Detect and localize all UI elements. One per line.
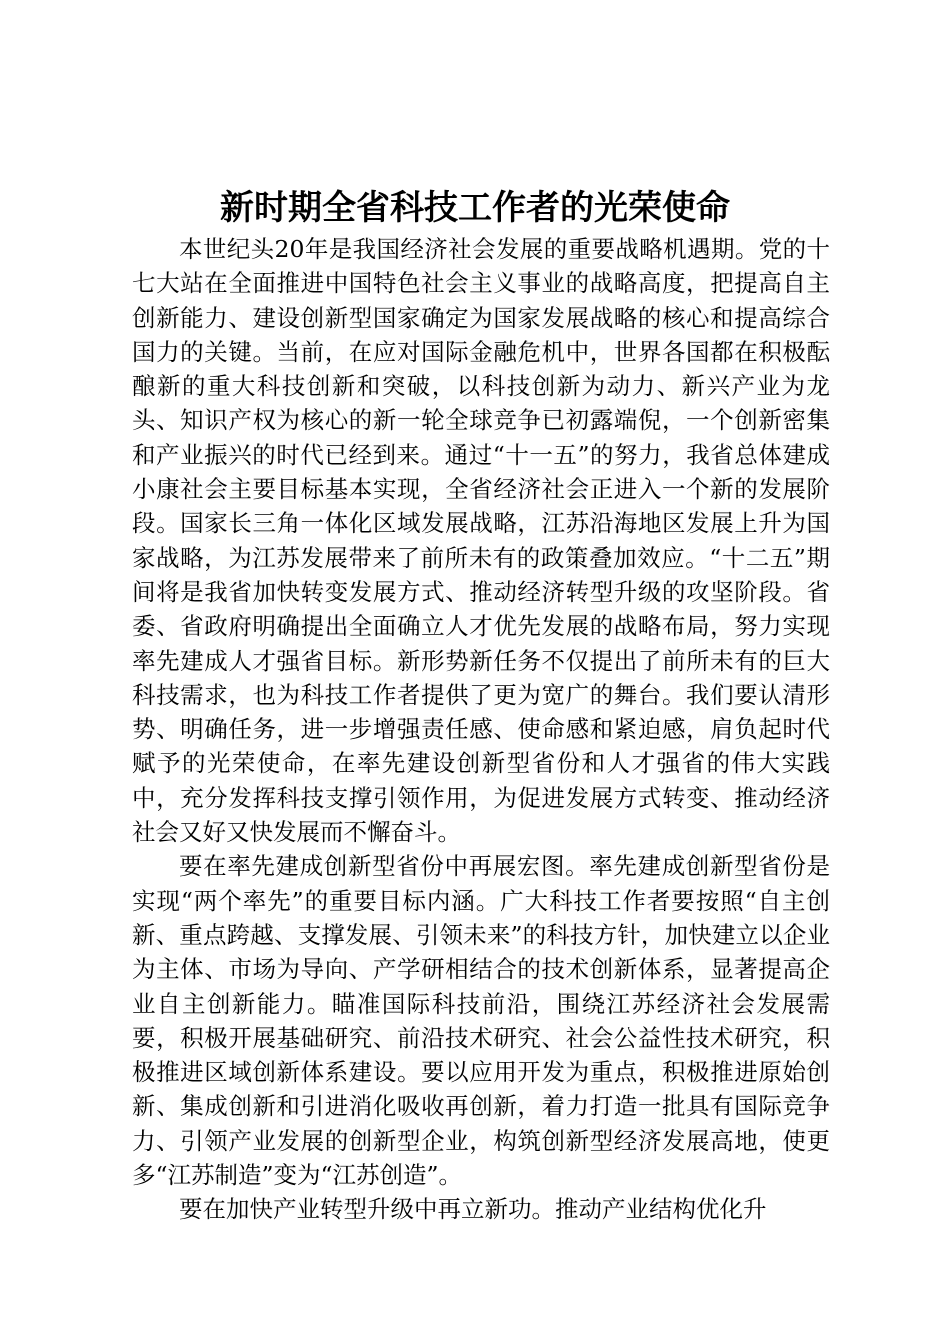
paragraph-2: 要在率先建成创新型省份中再展宏图。率先建成创新型省份是实现“两个率先”的重要目标内涵。广大科技工作者要按照“自主创新、重点跨越、支撑发展、引领未来”的科技方针，加快建立以企业为主体、市场为导向、产学研相结合的技术创新体系，显著提高企业自主创新能力。瞄准国际科技前沿，围绕江苏经济社会发展需要，积极开展基础研究、前沿技术研究、社会公益性技术研究，积极推进区域创新体系建设。要以应用开发为重点，积极推进原始创新、集成创新和引进消化吸收再创新，着力打造一批具有国际竞争力、引领产业发展的创新型企业，构筑创新型经济发展高地，使更多“江苏制造”变为“江苏创造”。	[132, 852, 830, 1190]
paragraph-3: 要在加快产业转型升级中再立新功。推动产业结构优化升	[179, 1195, 767, 1224]
document-body	[132, 232, 830, 1227]
document-title: 新时期全省科技工作者的光荣使命	[220, 188, 730, 228]
paragraph-1: 本世纪头20年是我国经济社会发展的重要战略机遇期。党的十七大站在全面推进中国特色社会主义事业的战略高度，把提高自主创新能力、建设创新型国家确定为国家发展战略的核心和提高综合国力的关键。当前，在应对国际金融危机中，世界各国都在积极酝酿新的重大科技创新和突破，以科技创新为动力、新兴产业为龙头、知识产权为核心的新一轮全球竞争已初露端倪，一个创新密集和产业振兴的时代已经到来。通过“十一五”的努力，我省总体建成小康社会主要目标基本实现，全省经济社会正进入一个新的发展阶段。国家长三角一体化区域发展战略，江苏沿海地区发展上升为国家战略，为江苏发展带来了前所未有的政策叠加效应。“十二五”期间将是我省加快转变发展方式、推动经济转型升级的攻坚阶段。省委、省政府明确提出全面确立人才优先发展的战略布局，努力实现率先建成人才强省目标。新形势新任务不仅提出了前所未有的巨大科技需求，也为科技工作者提供了更为宽广的舞台。我们要认清形势、明确任务，进一步增强责任感、使命感和紧迫感，肩负起时代赋予的光荣使命，在率先建设创新型省份和人才强省的伟大实践中，充分发挥科技支撑引领作用，为促进发展方式转变、推动经济社会又好又快发展而不懈奋斗。	[132, 235, 830, 847]
